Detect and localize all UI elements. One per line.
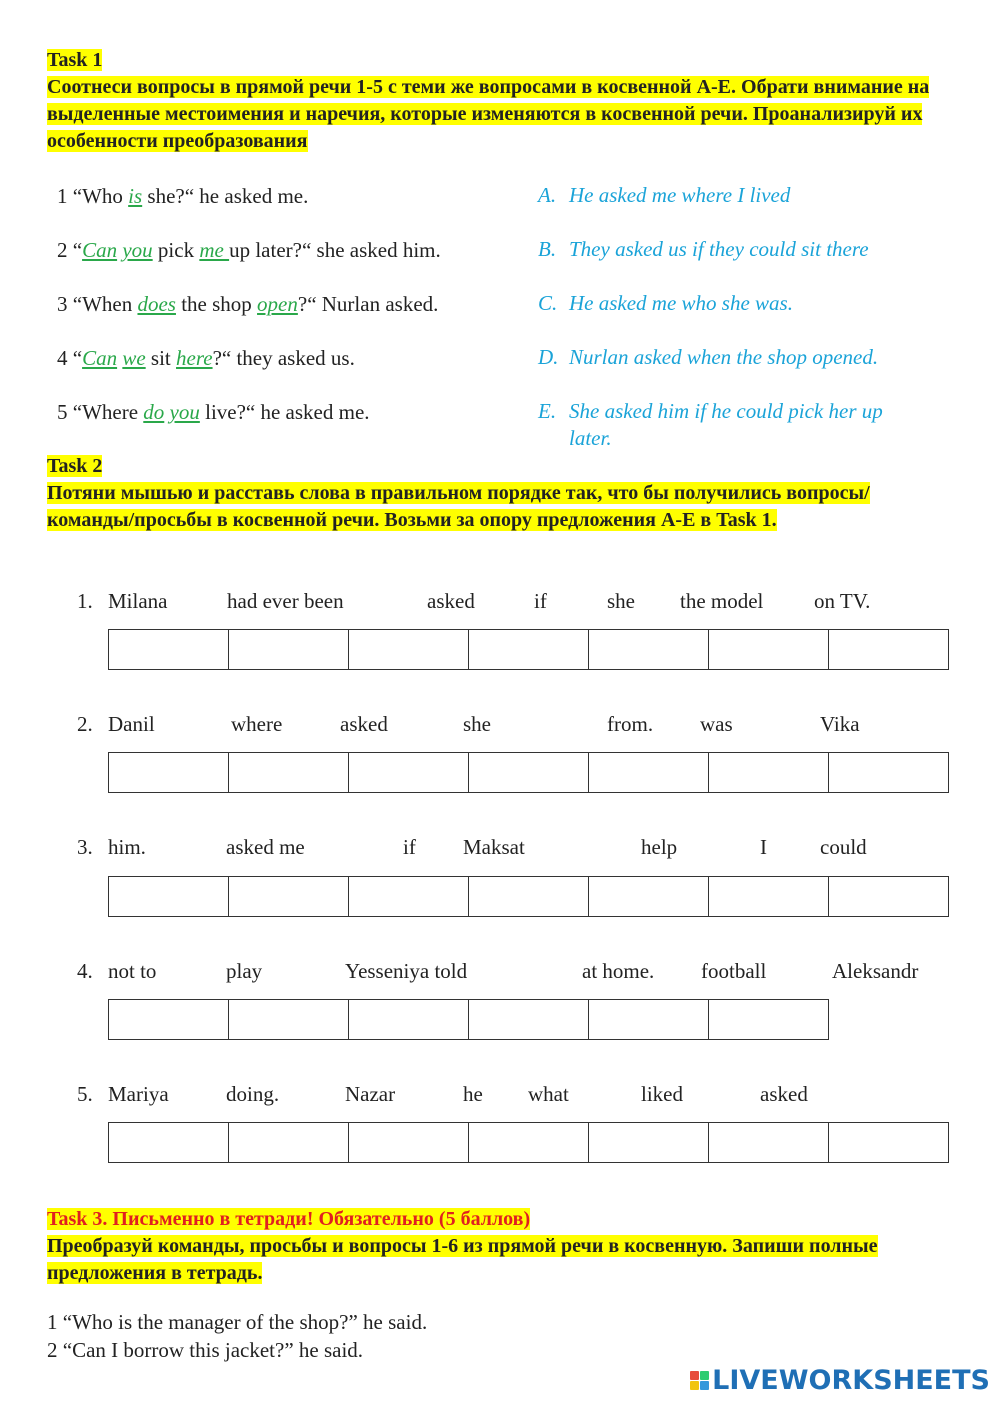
drop-box[interactable] — [468, 999, 589, 1040]
word-tile[interactable]: asked — [340, 712, 388, 736]
row-4-number: 4. — [77, 959, 93, 983]
logo-text: LIVEWORKSHEETS — [712, 1365, 990, 1396]
word-tile[interactable]: where — [231, 712, 283, 736]
drop-box[interactable] — [108, 1122, 229, 1163]
drop-box[interactable] — [108, 999, 229, 1040]
answer-d: D. Nurlan asked when the shop opened. — [538, 345, 879, 369]
task1-instruction: Соотнеси вопросы в прямой речи 1-5 с теми же вопросами в косвенной А-Е. Обрати внимание на выделенные местоимения и наречия, которые изменяются в косвенной речи. Проанализируй их особенности преобразования — [47, 76, 930, 152]
word-tile[interactable]: Mariya — [108, 1082, 169, 1106]
answer-boxes-row-5 — [108, 1122, 948, 1162]
question-2: 2 “Can you pick me up later?“ she asked him. — [57, 238, 441, 262]
drop-box[interactable] — [468, 1122, 589, 1163]
logo-mark-icon — [690, 1371, 709, 1390]
word-tile[interactable]: on TV. — [814, 589, 871, 613]
word-tile[interactable]: Danil — [108, 712, 155, 736]
word-tile[interactable]: the model — [680, 589, 764, 613]
drop-box[interactable] — [348, 999, 469, 1040]
answer-c: C. He asked me who she was. — [538, 291, 793, 315]
word-tile[interactable]: play — [226, 959, 263, 983]
word-tile[interactable]: from. — [607, 712, 654, 736]
drop-box[interactable] — [468, 629, 589, 670]
task1-title: Task 1 — [47, 49, 103, 71]
word-tile[interactable]: what — [528, 1082, 569, 1106]
drop-box[interactable] — [228, 1122, 349, 1163]
drop-box[interactable] — [828, 629, 949, 670]
liveworksheets-logo — [690, 1365, 990, 1396]
word-tile[interactable]: liked — [641, 1082, 683, 1106]
drop-box[interactable] — [588, 629, 709, 670]
answer-boxes-row-1 — [108, 629, 948, 669]
drop-box[interactable] — [348, 876, 469, 917]
drop-box[interactable] — [828, 876, 949, 917]
answer-e: E. She asked him if he could pick her up later. — [538, 399, 883, 450]
word-tile[interactable]: was — [700, 712, 733, 736]
drop-box[interactable] — [228, 752, 349, 793]
drop-box[interactable] — [708, 752, 829, 793]
drop-box[interactable] — [348, 629, 469, 670]
word-tile[interactable]: asked — [427, 589, 475, 613]
answer-boxes-row-3 — [108, 876, 948, 916]
word-tile[interactable]: doing. — [226, 1082, 280, 1106]
drop-box[interactable] — [588, 1122, 709, 1163]
question-5: 5 “Where do you live?“ he asked me. — [57, 400, 370, 424]
task3-instruction: Преобразуй команды, просьбы и вопросы 1-6 из прямой речи в косвенную. Запиши полные предложения в тетрадь. — [47, 1235, 878, 1284]
answer-b: B. They asked us if they could sit there — [538, 237, 869, 261]
drop-box[interactable] — [108, 876, 229, 917]
drop-box[interactable] — [228, 876, 349, 917]
word-tile[interactable]: Vika — [820, 712, 860, 736]
word-tile[interactable]: had ever been — [227, 589, 344, 613]
drop-box[interactable] — [228, 999, 349, 1040]
answer-boxes-row-4 — [108, 999, 828, 1039]
drop-box[interactable] — [708, 1122, 829, 1163]
task3-item-2: 2 “Can I borrow this jacket?” he said. — [47, 1338, 364, 1362]
task3-heading — [47, 1206, 952, 1287]
task2-instruction: Потяни мышью и расставь слова в правильном порядке так, что бы получились вопросы/команды/просьбы в косвенной речи. Возьми за опору предложения А-Е в Task 1. — [47, 482, 870, 531]
task2-heading — [47, 453, 952, 534]
word-tile[interactable]: help — [641, 835, 678, 859]
question-1: 1 “Who is she?“ he asked me. — [57, 184, 309, 208]
word-tile[interactable]: Aleksandr — [832, 959, 919, 983]
answer-a: A. He asked me where I lived — [538, 183, 791, 207]
word-tile[interactable]: she — [607, 589, 635, 613]
drop-box[interactable] — [108, 752, 229, 793]
word-tile[interactable]: he — [463, 1082, 483, 1106]
row-2-number: 2. — [77, 712, 93, 736]
question-3: 3 “When does the shop open?“ Nurlan asked. — [57, 292, 439, 316]
drop-box[interactable] — [108, 629, 229, 670]
row-1-number: 1. — [77, 589, 93, 613]
word-tile[interactable]: could — [820, 835, 867, 859]
row-5-number: 5. — [77, 1082, 93, 1106]
question-4: 4 “Can we sit here?“ they asked us. — [57, 346, 355, 370]
drop-box[interactable] — [828, 752, 949, 793]
drop-box[interactable] — [708, 629, 829, 670]
word-tile[interactable]: Nazar — [345, 1082, 396, 1106]
word-tile[interactable]: asked — [760, 1082, 808, 1106]
word-tile[interactable]: Yesseniya told — [345, 959, 468, 983]
word-tile[interactable]: Maksat — [463, 835, 525, 859]
word-tile[interactable]: football — [701, 959, 767, 983]
task2-title: Task 2 — [47, 455, 103, 477]
word-tile[interactable]: asked me — [226, 835, 305, 859]
answer-boxes-row-2 — [108, 752, 948, 792]
word-tile[interactable]: she — [463, 712, 491, 736]
task1-heading — [47, 47, 952, 155]
drop-box[interactable] — [468, 876, 589, 917]
word-tile[interactable]: I — [760, 835, 767, 859]
word-tile[interactable]: if — [534, 589, 547, 613]
task3-title: Task 3. Письменно в тетради! Обязательно (5 баллов) — [47, 1208, 531, 1230]
drop-box[interactable] — [588, 999, 709, 1040]
drop-box[interactable] — [588, 876, 709, 917]
drop-box[interactable] — [588, 752, 709, 793]
drop-box[interactable] — [708, 876, 829, 917]
drop-box[interactable] — [348, 752, 469, 793]
word-tile[interactable]: him. — [108, 835, 146, 859]
drop-box[interactable] — [348, 1122, 469, 1163]
task3-item-1: 1 “Who is the manager of the shop?” he said. — [47, 1310, 428, 1334]
drop-box[interactable] — [828, 1122, 949, 1163]
word-tile[interactable]: not to — [108, 959, 157, 983]
drop-box[interactable] — [708, 999, 829, 1040]
word-tile[interactable]: at home. — [582, 959, 655, 983]
row-3-number: 3. — [77, 835, 93, 859]
word-tile[interactable]: if — [403, 835, 416, 859]
drop-box[interactable] — [228, 629, 349, 670]
word-tile[interactable]: Milana — [108, 589, 168, 613]
drop-box[interactable] — [468, 752, 589, 793]
